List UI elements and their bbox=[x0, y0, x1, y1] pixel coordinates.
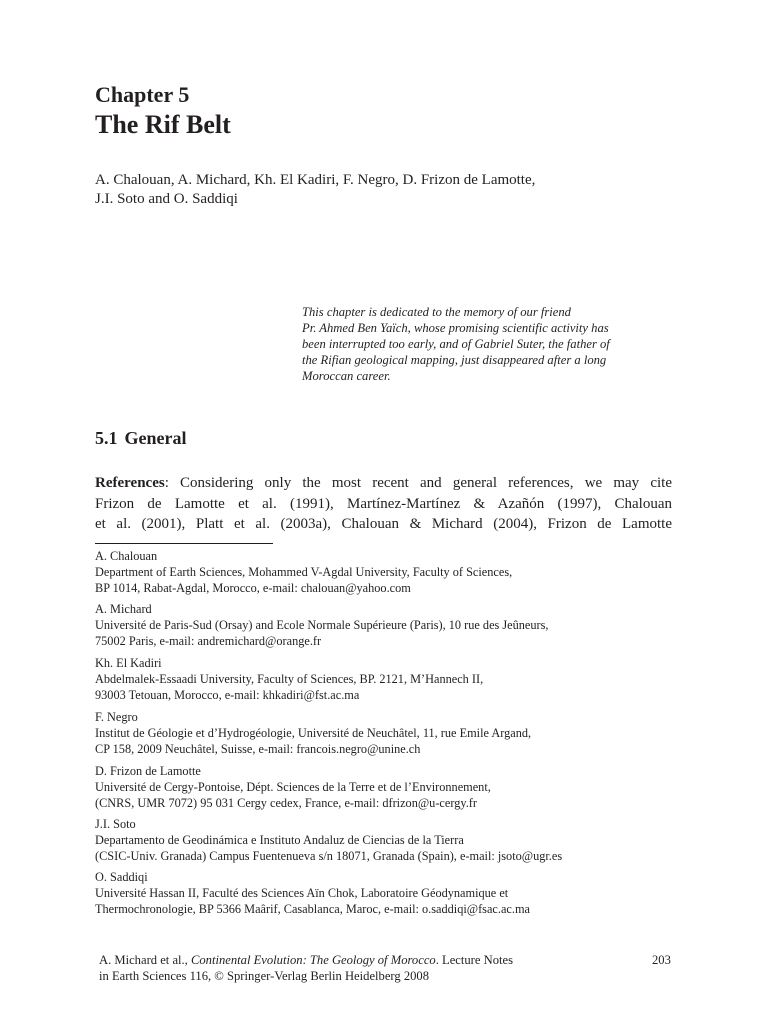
dedication-note bbox=[302, 304, 682, 384]
affiliation-line: Université de Paris-Sud (Orsay) and Ecole Normale Supérieure (Paris), 10 rue des Jeûneurs, bbox=[95, 618, 549, 632]
chapter-label: Chapter 5 bbox=[95, 82, 190, 107]
affiliation-block bbox=[95, 763, 491, 811]
citation-footer-line-1 bbox=[99, 952, 513, 968]
references-line-2: Frizon de Lamotte et al. (1991), Martínez-Martínez & Azañón (1997), Chalouan bbox=[95, 496, 672, 512]
affiliation-line: Department of Earth Sciences, Mohammed V-Agdal University, Faculty of Sciences, bbox=[95, 565, 513, 579]
affiliation-block bbox=[95, 548, 512, 596]
affiliation-author: A. Michard bbox=[95, 602, 152, 616]
references-line-3: et al. (2001), Platt et al. (2003a), Chalouan & Michard (2004), Frizon de Lamotte bbox=[95, 516, 672, 532]
authors-line-1: A. Chalouan, A. Michard, Kh. El Kadiri, F. Negro, D. Frizon de Lamotte, bbox=[95, 172, 536, 188]
references-line-1 bbox=[95, 473, 672, 493]
book-title: Continental Evolution: The Geology of Morocco bbox=[190, 953, 436, 967]
citation-prefix: A. Michard et al., bbox=[99, 953, 191, 967]
chapter-title: The Rif Belt bbox=[95, 110, 231, 139]
affiliation-author: D. Frizon de Lamotte bbox=[95, 764, 201, 778]
affiliation-line: Departamento de Geodinámica e Instituto Andaluz de Ciencias de la Tierra bbox=[95, 833, 464, 847]
references-line-1-text: : Considering only the most recent and general references, we may cite bbox=[164, 475, 672, 491]
affiliation-author: O. Saddiqi bbox=[95, 870, 148, 884]
affiliation-line: Thermochronologie, BP 5366 Maârif, Casablanca, Maroc, e-mail: o.saddiqi@fsac.ac.ma bbox=[95, 902, 530, 916]
affiliation-line: (CNRS, UMR 7072) 95 031 Cergy cedex, France, e-mail: dfrizon@u-cergy.fr bbox=[95, 796, 477, 810]
affiliation-line: 93003 Tetouan, Morocco, e-mail: khkadiri@fst.ac.ma bbox=[95, 688, 360, 702]
citation-suffix: . Lecture Notes bbox=[435, 953, 513, 967]
affiliation-line: Abdelmalek-Essaadi University, Faculty of Sciences, BP. 2121, M’Hannech II, bbox=[95, 672, 484, 686]
affiliation-author: Kh. El Kadiri bbox=[95, 656, 162, 670]
page-number: 203 bbox=[652, 953, 671, 967]
authors-line-2: J.I. Soto and O. Saddiqi bbox=[95, 191, 238, 207]
citation-footer-line-2: in Earth Sciences 116, © Springer-Verlag Berlin Heidelberg 2008 bbox=[99, 969, 430, 983]
affiliation-block bbox=[95, 709, 531, 757]
dedication-line: This chapter is dedicated to the memory of our friend bbox=[302, 305, 571, 319]
affiliation-block bbox=[95, 601, 548, 649]
affiliation-line: Université de Cergy-Pontoise, Dépt. Sciences de la Terre et de l’Environnement, bbox=[95, 780, 491, 794]
section-heading bbox=[95, 428, 186, 449]
affiliation-line: Institut de Géologie et d’Hydrogéologie, Université de Neuchâtel, 11, rue Emile Argand, bbox=[95, 726, 532, 740]
affiliation-line: CP 158, 2009 Neuchâtel, Suisse, e-mail: francois.negro@unine.ch bbox=[95, 742, 421, 756]
references-lead: References bbox=[95, 475, 165, 491]
affiliation-line: Université Hassan II, Faculté des Sciences Aïn Chok, Laboratoire Géodynamique et bbox=[95, 886, 509, 900]
affiliation-author: J.I. Soto bbox=[95, 817, 136, 831]
affiliation-line: 75002 Paris, e-mail: andremichard@orange.fr bbox=[95, 634, 322, 648]
affiliation-block bbox=[95, 869, 530, 917]
section-title: General bbox=[124, 428, 187, 448]
dedication-line: Pr. Ahmed Ben Yaïch, whose promising scientific activity has bbox=[302, 321, 609, 335]
dedication-line: Moroccan career. bbox=[302, 369, 391, 383]
section-number: 5.1 bbox=[95, 428, 118, 448]
affiliation-author: A. Chalouan bbox=[95, 549, 158, 563]
affiliation-author: F. Negro bbox=[95, 710, 138, 724]
affiliation-line: (CSIC-Univ. Granada) Campus Fuentenueva s/n 18071, Granada (Spain), e-mail: jsoto@ugr.es bbox=[95, 849, 563, 863]
affiliation-block bbox=[95, 816, 562, 864]
affiliation-block bbox=[95, 655, 483, 703]
dedication-line: been interrupted too early, and of Gabriel Suter, the father of bbox=[302, 337, 610, 351]
affiliation-line: BP 1014, Rabat-Agdal, Morocco, e-mail: chalouan@yahoo.com bbox=[95, 581, 411, 595]
footnote-divider bbox=[95, 543, 273, 544]
dedication-line: the Rifian geological mapping, just disappeared after a long bbox=[302, 353, 607, 367]
